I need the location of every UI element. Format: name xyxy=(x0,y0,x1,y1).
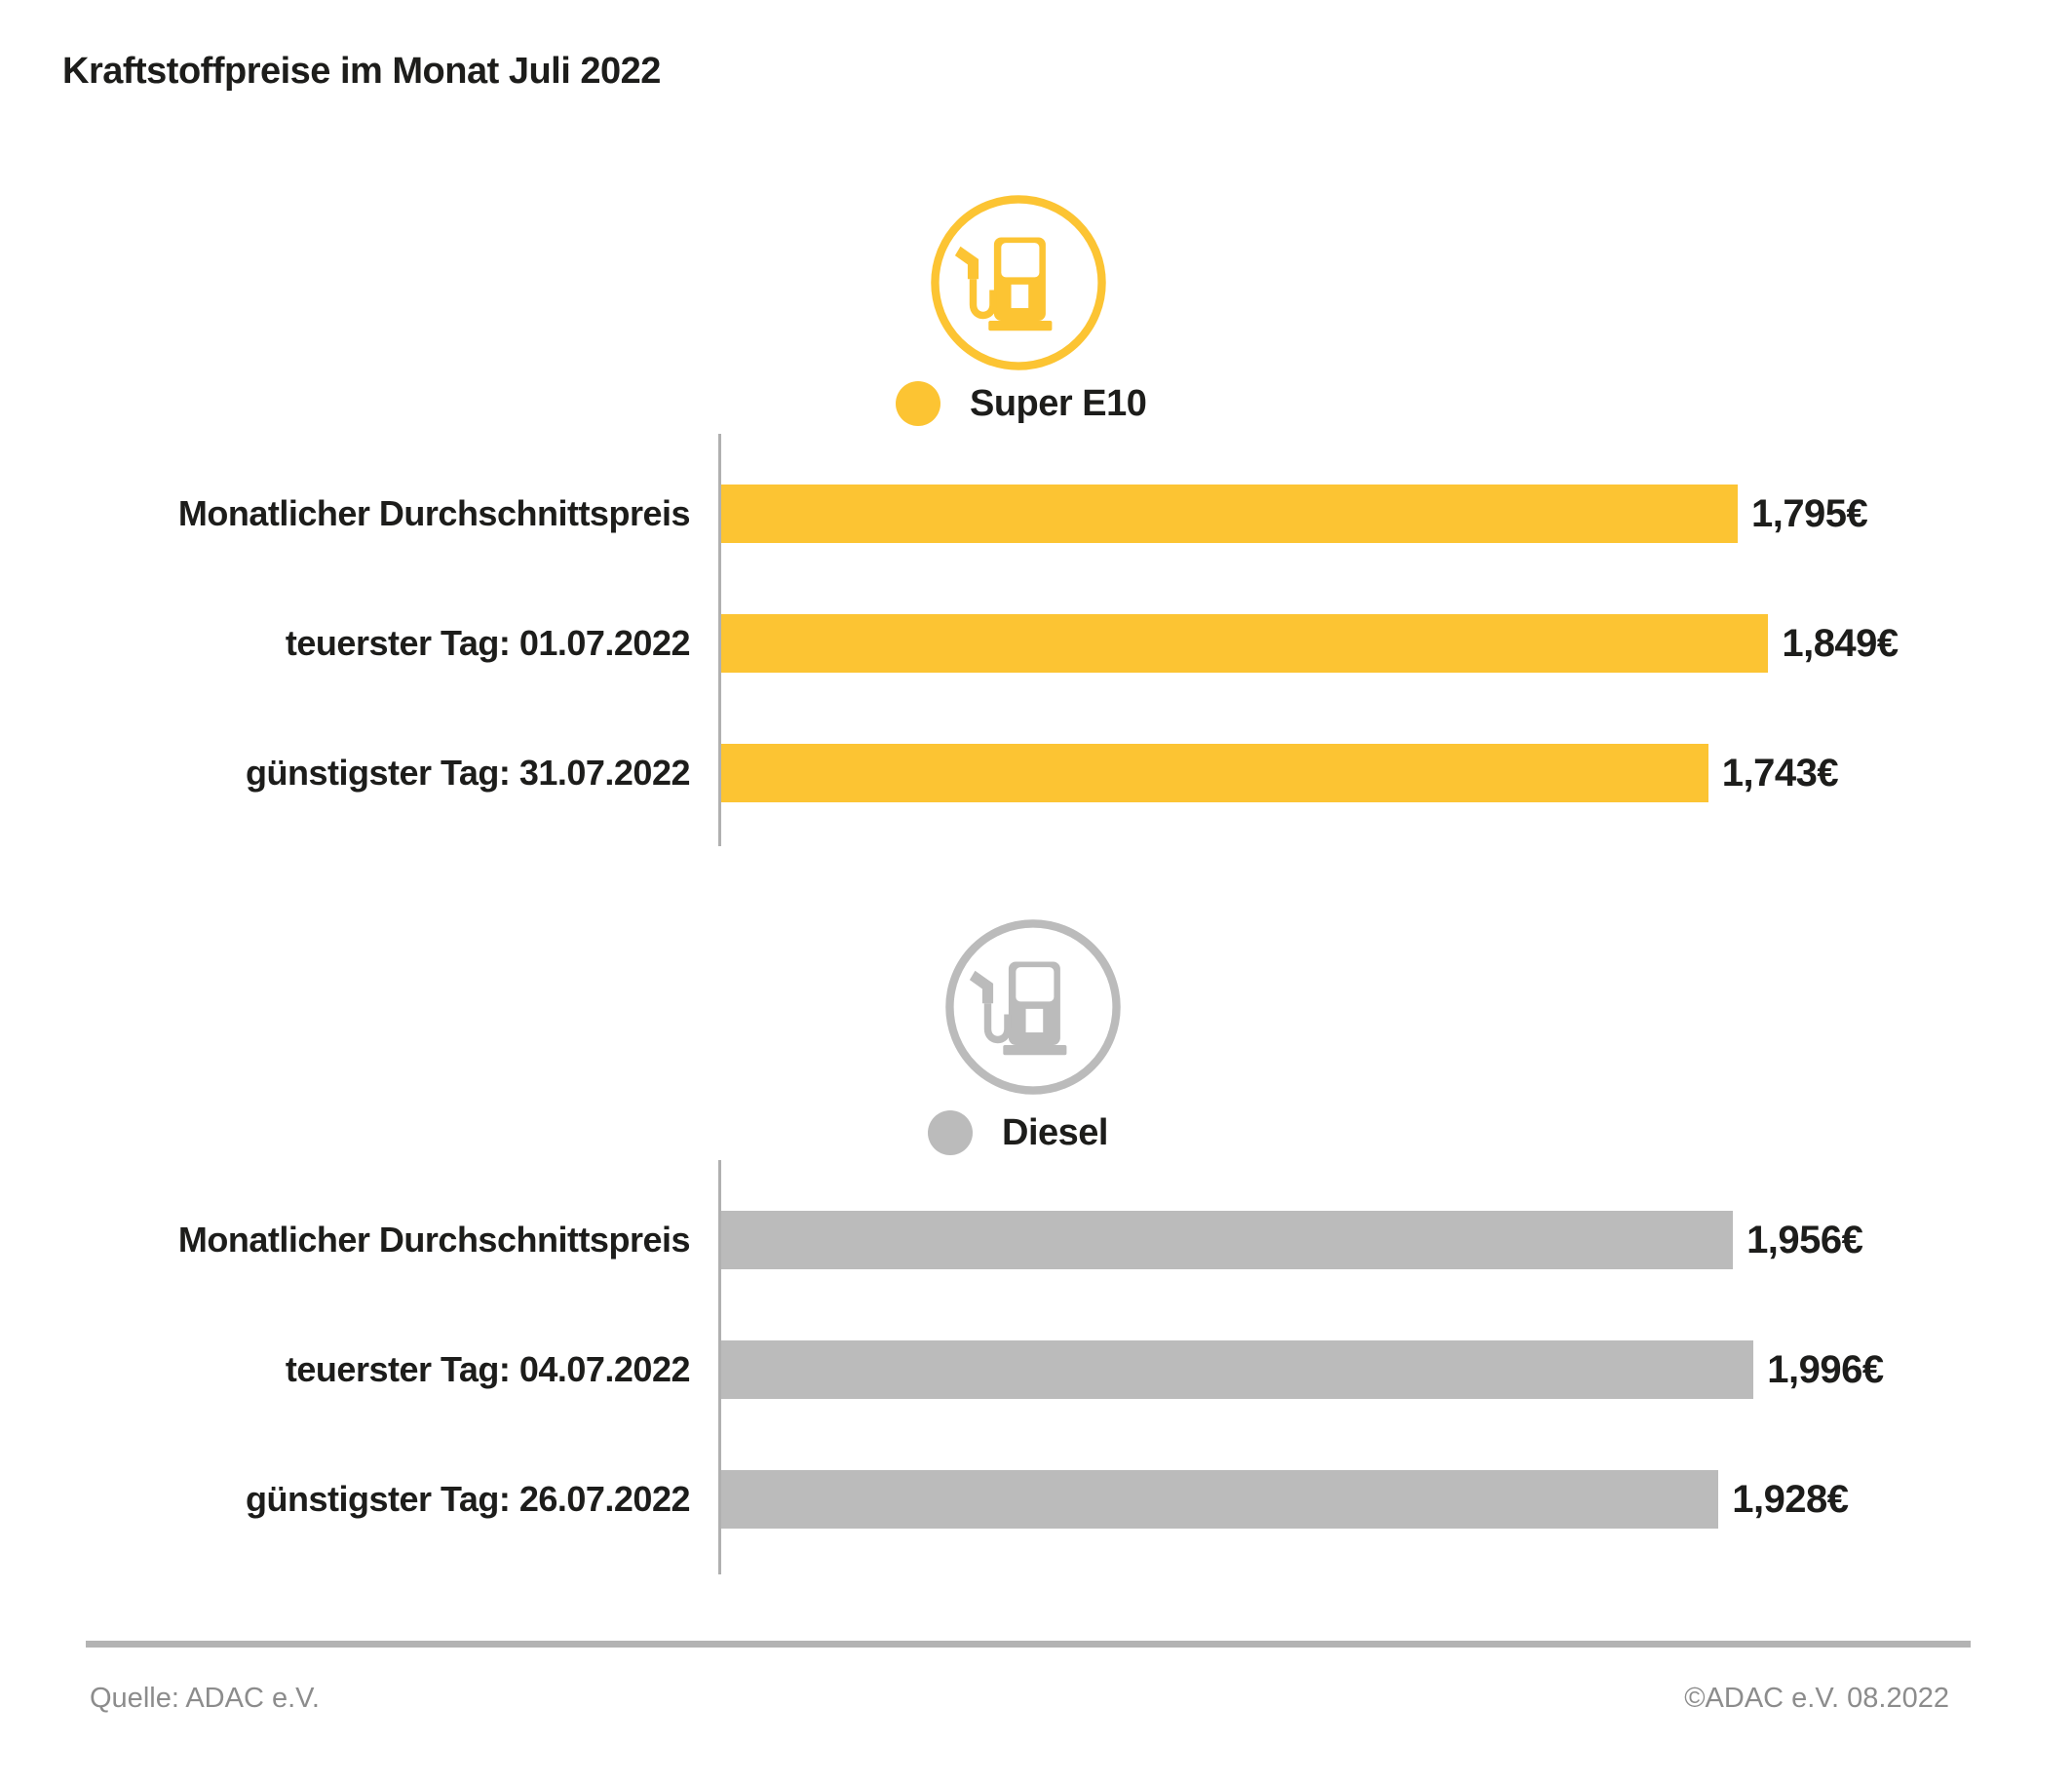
bar-value: 1,743€ xyxy=(1721,751,1839,795)
row-label: Monatlicher Durchschnittspreis xyxy=(177,1220,690,1260)
row-label: günstigster Tag: 26.07.2022 xyxy=(245,1479,690,1519)
bar-track xyxy=(721,1340,2035,1399)
legend-label: Diesel xyxy=(1002,1111,1108,1153)
bar-value: 1,996€ xyxy=(1767,1347,1884,1391)
bar-row xyxy=(0,1470,2072,1529)
row-label: teuerster Tag: 04.07.2022 xyxy=(285,1349,690,1389)
bar-value: 1,928€ xyxy=(1732,1477,1849,1521)
bar xyxy=(721,1340,1753,1399)
bar-value: 1,849€ xyxy=(1782,621,1899,665)
bar xyxy=(721,744,1708,802)
bar xyxy=(721,614,1768,673)
legend-super-e10 xyxy=(896,381,1146,426)
bar-track xyxy=(721,1470,2035,1529)
row-label: günstigster Tag: 31.07.2022 xyxy=(245,753,690,793)
legend-dot xyxy=(928,1110,973,1155)
fuel-pump-icon xyxy=(928,192,1109,373)
bar-value: 1,956€ xyxy=(1746,1218,1863,1261)
bar xyxy=(721,1211,1733,1269)
bar-row xyxy=(0,485,2072,543)
legend-diesel xyxy=(928,1110,1108,1155)
bar-track xyxy=(721,614,2035,673)
bar-row xyxy=(0,1211,2072,1269)
bar-value: 1,795€ xyxy=(1750,491,1868,535)
super-e10-chart xyxy=(0,434,2072,846)
fuel-pump-icon xyxy=(942,916,1124,1098)
bar-track xyxy=(721,1211,2035,1269)
bar-row xyxy=(0,744,2072,802)
bar-track xyxy=(721,744,2035,802)
footer-source: Quelle: ADAC e.V. xyxy=(90,1683,320,1714)
bar xyxy=(721,1470,1718,1529)
legend-label: Super E10 xyxy=(970,382,1147,424)
bar-row xyxy=(0,1340,2072,1399)
bar xyxy=(721,485,1738,543)
bar-track xyxy=(721,485,2035,543)
footer-divider xyxy=(86,1641,1971,1648)
footer-copyright: ©ADAC e.V. 08.2022 xyxy=(1684,1683,1949,1714)
legend-dot xyxy=(896,381,940,426)
row-label: Monatlicher Durchschnittspreis xyxy=(177,493,690,533)
row-label: teuerster Tag: 01.07.2022 xyxy=(285,623,690,663)
diesel-chart xyxy=(0,1160,2072,1574)
page-title: Kraftstoffpreise im Monat Juli 2022 xyxy=(62,51,661,92)
bar-row xyxy=(0,614,2072,673)
